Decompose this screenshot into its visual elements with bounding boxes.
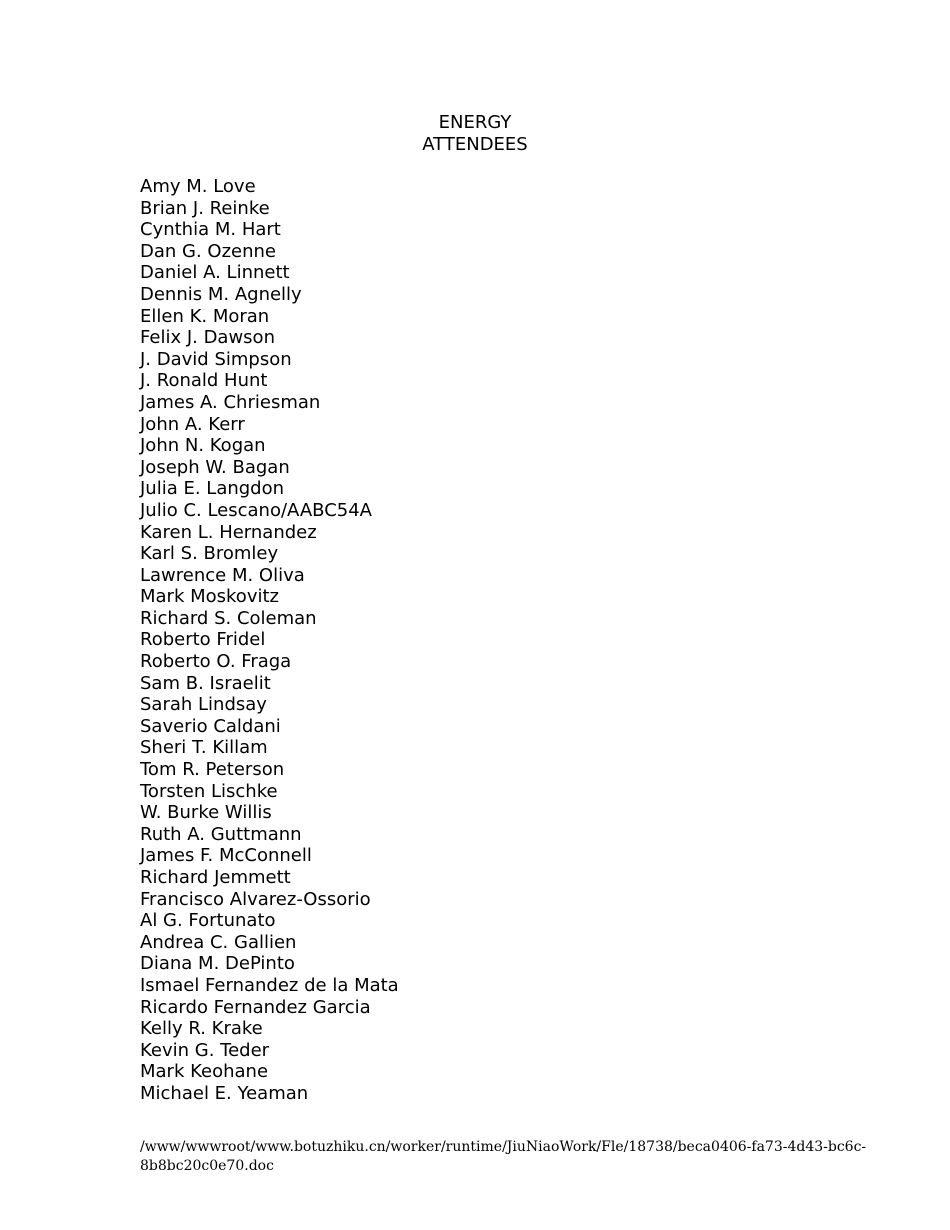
attendee-name: Dennis M. Agnelly <box>140 283 302 305</box>
attendee-name: W. Burke Willis <box>140 802 272 824</box>
attendee-name: Saverio Caldani <box>140 715 281 737</box>
attendee-name: Francisco Alvarez-Ossorio <box>140 888 371 910</box>
attendee-name: Diana M. DePinto <box>140 953 295 975</box>
attendee-name: Kelly R. Krake <box>140 1018 263 1040</box>
attendee-name: Mark Moskovitz <box>140 586 279 608</box>
attendee-name: Sheri T. Killam <box>140 737 268 759</box>
attendee-name: James F. McConnell <box>140 845 312 867</box>
attendee-name: Daniel A. Linnett <box>140 262 290 284</box>
attendee-name: John N. Kogan <box>140 435 266 457</box>
attendee-name: Cynthia M. Hart <box>140 219 281 241</box>
attendee-name: Dan G. Ozenne <box>140 240 276 262</box>
title-line-energy: ENERGY <box>438 112 512 133</box>
attendee-name: Andrea C. Gallien <box>140 931 297 953</box>
attendee-name: Torsten Lischke <box>140 780 278 802</box>
attendee-name: Karen L. Hernandez <box>140 521 317 543</box>
attendee-name: James A. Chriesman <box>140 391 321 413</box>
attendee-list <box>140 176 399 1105</box>
document-title <box>0 112 950 155</box>
attendee-name: Kevin G. Teder <box>140 1039 270 1061</box>
attendee-name: John A. Kerr <box>140 413 245 435</box>
attendee-name: Julia E. Langdon <box>140 478 285 500</box>
attendee-name: Ricardo Fernandez Garcia <box>140 996 371 1018</box>
attendee-name: Julio C. Lescano/AABC54A <box>140 499 372 521</box>
attendee-name: Tom R. Peterson <box>140 759 285 781</box>
attendee-name: Mark Keohane <box>140 1061 269 1083</box>
attendee-name: Sam B. Israelit <box>140 672 271 694</box>
attendee-name: J. Ronald Hunt <box>140 370 268 392</box>
attendee-name: Amy M. Love <box>140 176 256 197</box>
file-path-footer <box>140 1138 867 1175</box>
file-path-line-2: 8b8bc20c0e70.doc <box>140 1157 274 1174</box>
attendee-name: Roberto O. Fraga <box>140 651 292 673</box>
attendee-name: Joseph W. Bagan <box>140 456 290 478</box>
file-path-line-1: /www/wwwroot/www.botuzhiku.cn/worker/runtime/JiuNiaoWork/Fle/18738/beca0406-fa73-4d43-bc6c- <box>140 1139 867 1155</box>
attendee-name: Michael E. Yeaman <box>140 1082 309 1104</box>
attendee-name: Ruth A. Guttmann <box>140 823 302 845</box>
attendee-name: Lawrence M. Oliva <box>140 564 305 586</box>
attendee-name: Roberto Fridel <box>140 629 266 651</box>
attendee-name: Al G. Fortunato <box>140 910 276 932</box>
attendee-name: J. David Simpson <box>140 348 292 370</box>
attendee-name: Brian J. Reinke <box>140 197 270 219</box>
attendee-name: Richard S. Coleman <box>140 607 317 629</box>
attendee-name: Ismael Fernandez de la Mata <box>140 974 399 996</box>
attendee-name: Sarah Lindsay <box>140 694 267 716</box>
title-line-attendees: ATTENDEES <box>422 133 528 155</box>
attendee-name: Felix J. Dawson <box>140 327 275 349</box>
attendee-name: Karl S. Bromley <box>140 543 279 565</box>
attendee-name: Richard Jemmett <box>140 867 291 888</box>
attendee-name: Ellen K. Moran <box>140 305 270 327</box>
